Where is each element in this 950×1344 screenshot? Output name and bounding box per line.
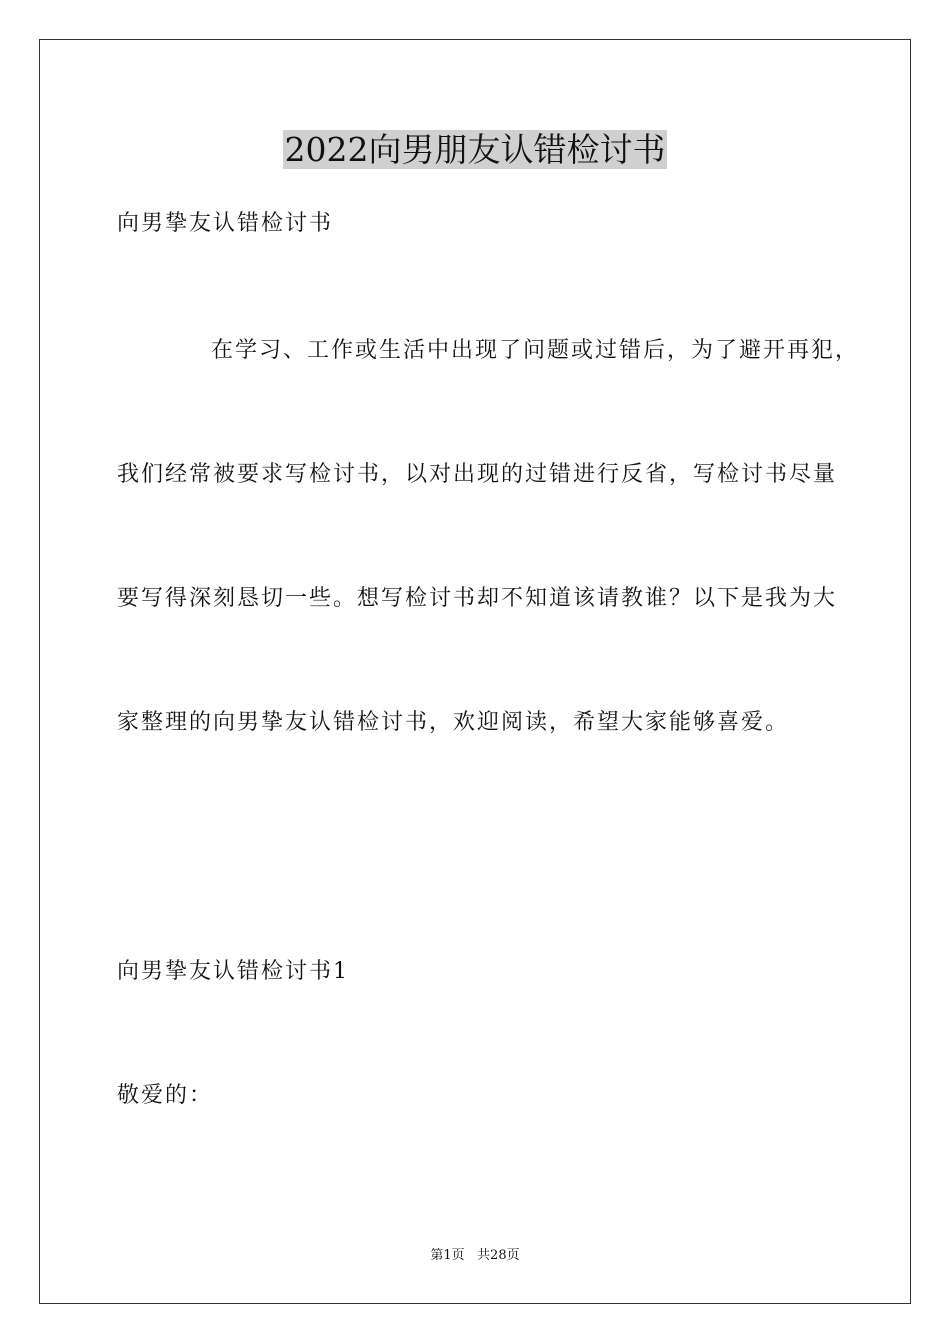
paragraph-line-1: 在学习、工作或生活中出现了问题或过错后，为了避开再犯， <box>211 338 860 363</box>
page-footer: 第1页 共28页 <box>430 1248 520 1263</box>
paragraph-line-3: 要写得深刻恳切一些。想写检讨书却不知道该请教谁？以下是我为大 <box>117 586 838 611</box>
section-heading: 向男挚友认错检讨书1 <box>117 959 349 984</box>
document-subtitle: 向男挚友认错检讨书 <box>117 211 334 236</box>
document-title <box>0 128 950 172</box>
salutation: 敬爱的： <box>117 1083 214 1108</box>
paragraph-line-2: 我们经常被要求写检讨书，以对出现的过错进行反省，写检讨书尽量 <box>117 462 838 487</box>
document-title-text: 2022向男朋友认错检讨书 <box>284 130 666 169</box>
paragraph-line-4: 家整理的向男挚友认错检讨书，欢迎阅读，希望大家能够喜爱。 <box>117 710 790 735</box>
